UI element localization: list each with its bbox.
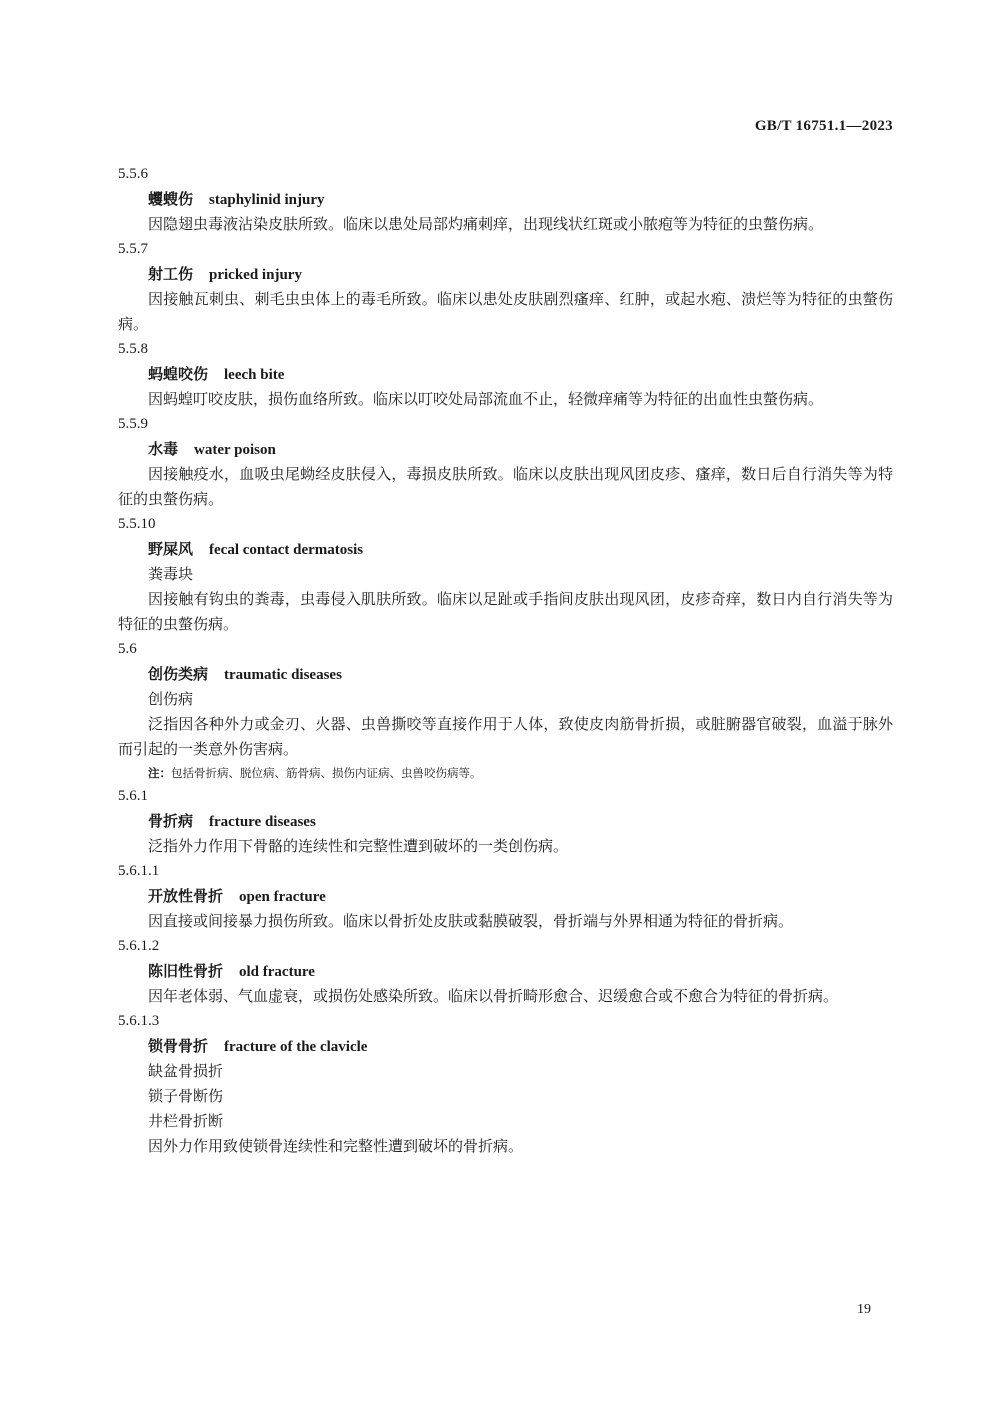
- term-entry: [118, 337, 893, 412]
- term-definition: 因接触瓦刺虫、刺毛虫虫体上的毒毛所致。临床以患处皮肤剧烈瘙痒、红肿，或起水疱、溃烂等为特征的虫螫伤病。: [118, 290, 893, 333]
- term-heading: [118, 262, 893, 287]
- term-synonym: 井栏骨折断: [148, 1112, 224, 1130]
- term-entry: [118, 412, 893, 512]
- term-synonym: 缺盆骨损折: [148, 1062, 224, 1080]
- term-english: old fracture: [239, 964, 315, 980]
- term-heading: [118, 1034, 893, 1059]
- term-chinese: 骨折病: [148, 812, 194, 830]
- term-definition: 因接触有钩虫的粪毒，虫毒侵入肌肤所致。临床以足趾或手指间皮肤出现风团，皮疹奇痒，数日内自行消失等为特征的虫螫伤病。: [118, 590, 893, 633]
- term-heading: [118, 537, 893, 562]
- term-definition: 因直接或间接暴力损伤所致。临床以骨折处皮肤或黏膜破裂，骨折端与外界相通为特征的骨折病。: [148, 912, 794, 930]
- entry-number: 5.5.9: [118, 416, 148, 432]
- term-definition: 泛指因各种外力或金刃、火器、虫兽撕咬等直接作用于人体，致使皮肉筋骨折损，或脏腑器官破裂，血溢于脉外而引起的一类意外伤害病。: [118, 715, 893, 758]
- entry-number: 5.6.1.2: [118, 938, 160, 954]
- term-entry: [118, 934, 893, 1009]
- term-heading: [118, 437, 893, 462]
- term-definition: 因年老体弱、气血虚衰，或损伤处感染所致。临床以骨折畸形愈合、迟缓愈合或不愈合为特征的骨折病。: [148, 987, 839, 1005]
- term-chinese: 水毒: [148, 440, 179, 458]
- entry-number: 5.5.7: [118, 241, 148, 257]
- term-heading: [118, 187, 893, 212]
- term-chinese: 蠼螋伤: [148, 190, 194, 208]
- term-entry: [118, 637, 893, 784]
- term-chinese: 蚂蝗咬伤: [148, 365, 209, 383]
- document-body: [118, 162, 893, 1159]
- term-heading: [118, 809, 893, 834]
- term-heading: [118, 884, 893, 909]
- entry-number: 5.5.6: [118, 166, 148, 182]
- term-chinese: 锁骨骨折: [148, 1037, 209, 1055]
- term-chinese: 创伤类病: [148, 665, 209, 683]
- term-english: fracture diseases: [209, 814, 316, 830]
- term-english: staphylinid injury: [209, 192, 325, 208]
- term-definition: 因接触疫水，血吸虫尾蚴经皮肤侵入，毒损皮肤所致。临床以皮肤出现风团皮疹、瘙痒，数日后自行消失等为特征的虫螫伤病。: [118, 465, 893, 508]
- term-definition: 泛指外力作用下骨骼的连续性和完整性遭到破坏的一类创伤病。: [148, 837, 569, 855]
- term-heading: [118, 362, 893, 387]
- entry-number: 5.6.1.1: [118, 863, 160, 879]
- term-heading: [118, 959, 893, 984]
- term-synonym: 创伤病: [148, 690, 194, 708]
- term-chinese: 陈旧性骨折: [148, 962, 224, 980]
- term-english: pricked injury: [209, 267, 302, 283]
- term-entry: [118, 859, 893, 934]
- entry-number: 5.6.1.3: [118, 1013, 160, 1029]
- term-synonym: 锁子骨断伤: [148, 1087, 224, 1105]
- entry-number: 5.6: [118, 641, 137, 657]
- term-english: leech bite: [224, 367, 285, 383]
- term-english: water poison: [194, 442, 276, 458]
- term-heading: [118, 662, 893, 687]
- standard-code-header: GB/T 16751.1—2023: [754, 118, 893, 134]
- term-entry: [118, 512, 893, 637]
- term-definition: 因蚂蝗叮咬皮肤，损伤血络所致。临床以叮咬处局部流血不止，轻微痒痛等为特征的出血性虫螫伤病。: [148, 390, 824, 408]
- term-definition: 因隐翅虫毒液沾染皮肤所致。临床以患处局部灼痛刺痒，出现线状红斑或小脓疱等为特征的虫螫伤病。: [148, 215, 824, 233]
- term-chinese: 射工伤: [148, 265, 194, 283]
- entry-number: 5.6.1: [118, 788, 148, 804]
- term-entry: [118, 1009, 893, 1159]
- term-entry: [118, 162, 893, 237]
- page-number: 19: [857, 1302, 871, 1317]
- term-entry: [118, 784, 893, 859]
- term-chinese: 开放性骨折: [148, 887, 224, 905]
- term-english: fecal contact dermatosis: [209, 542, 364, 558]
- term-english: fracture of the clavicle: [224, 1039, 368, 1055]
- term-definition: 因外力作用致使锁骨连续性和完整性遭到破坏的骨折病。: [148, 1137, 524, 1155]
- term-english: open fracture: [239, 889, 326, 905]
- note-label: 注：: [148, 766, 171, 780]
- term-entry: [118, 237, 893, 337]
- entry-number: 5.5.8: [118, 341, 148, 357]
- term-note: [118, 762, 893, 784]
- entry-number: 5.5.10: [118, 516, 156, 532]
- term-chinese: 野屎风: [148, 540, 194, 558]
- note-text: 包括骨折病、脱位病、筋骨病、损伤内证病、虫兽咬伤病等。: [171, 766, 482, 780]
- term-english: traumatic diseases: [224, 667, 342, 683]
- term-synonym: 粪毒块: [148, 565, 194, 583]
